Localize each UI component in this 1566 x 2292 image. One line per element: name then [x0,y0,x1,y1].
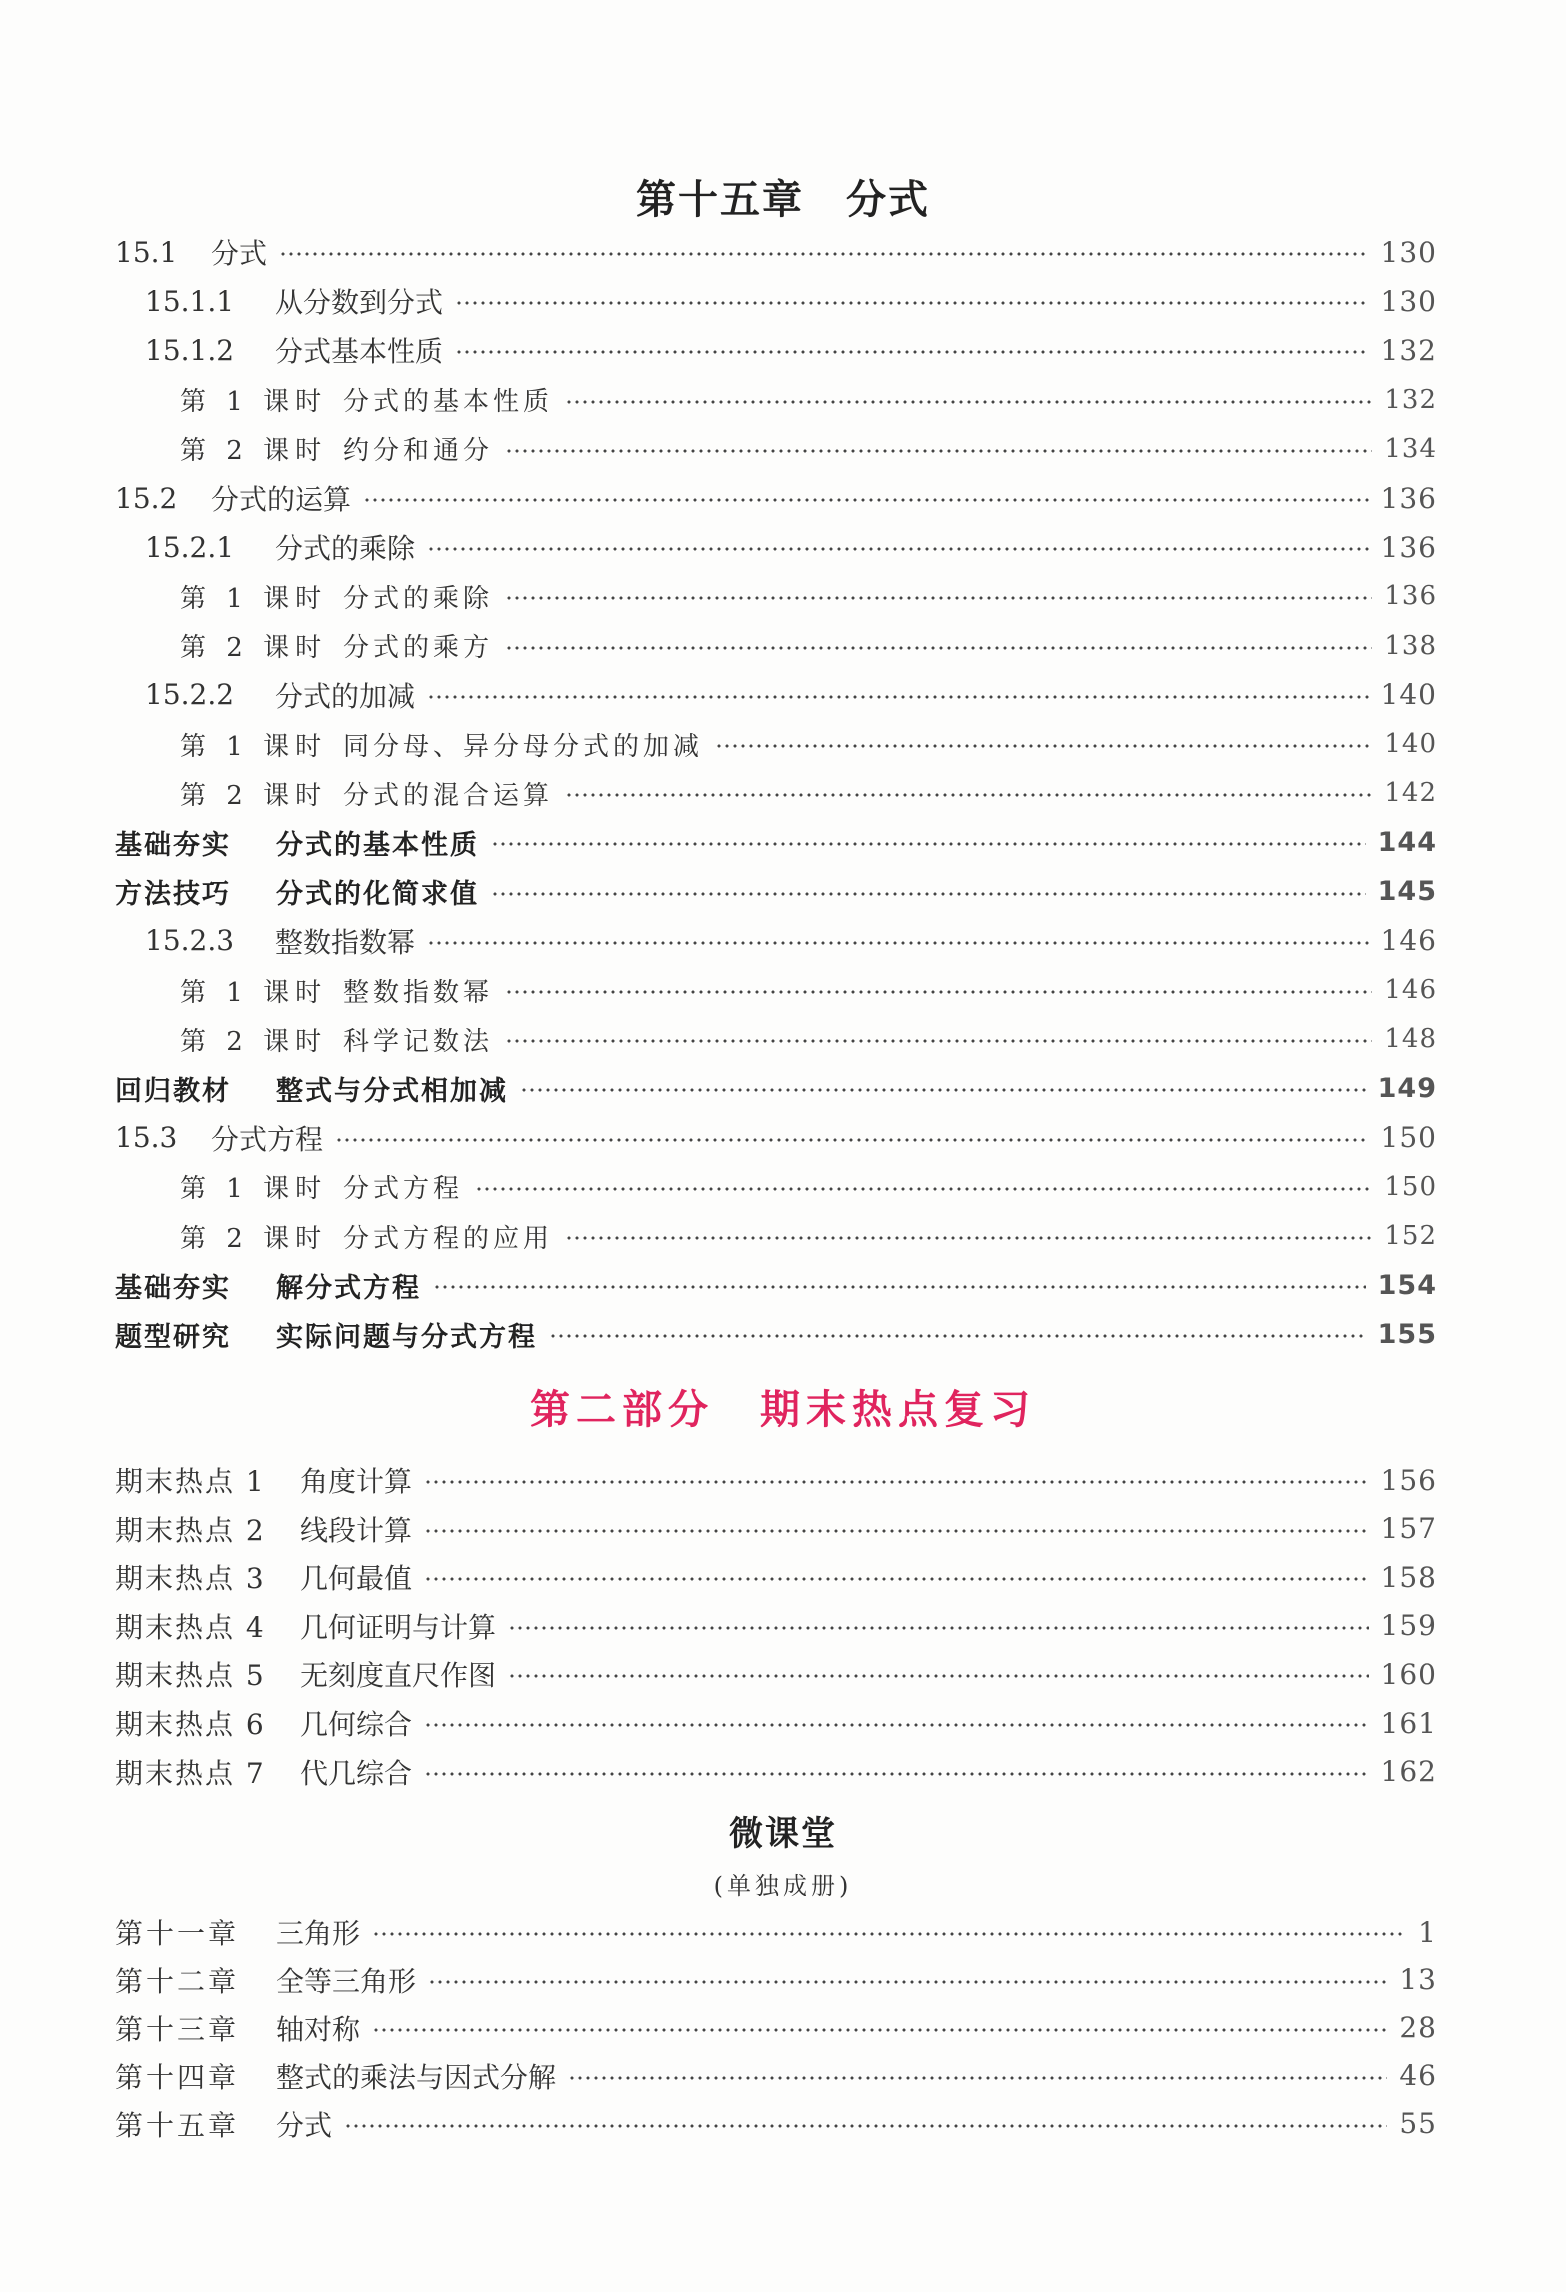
dot-leader [427,695,1369,699]
dot-leader [505,990,1372,994]
toc-entry-page: 152 [1384,1221,1437,1251]
toc-entry-number: 期末热点 4 [115,1610,266,1644]
toc-entry-page: 1 [1418,1915,1437,1949]
part-title: 第二部分 期末热点复习 [530,1387,1036,1433]
toc-entry[interactable] [180,1015,1437,1063]
toc-entry-page: 146 [1380,924,1437,958]
toc-entry[interactable] [180,1163,1437,1211]
toc-entry-page: 140 [1380,678,1437,712]
toc-entry-title: 分式的运算 [211,483,352,516]
toc-entry-page: 46 [1399,2059,1437,2093]
toc-entry-page: 148 [1384,1024,1437,1055]
toc-entry-number: 15.3 [115,1121,178,1155]
toc-entry-title: 轴对称 [276,2012,361,2046]
toc-entry-title: 整数指数幂 [275,925,416,959]
dot-leader [508,1674,1369,1678]
toc-entry-number: 第 2 课时 [180,633,328,664]
toc-entry-page: 132 [1380,333,1437,367]
toc-entry-page: 162 [1380,1755,1437,1789]
toc-entry[interactable] [145,671,1437,719]
toc-entry[interactable] [115,1650,1437,1698]
toc-entry-page: 158 [1380,1560,1437,1594]
toc-entry[interactable] [145,277,1437,325]
dot-leader [428,1980,1387,1984]
dot-leader [475,1187,1372,1191]
dot-leader [427,547,1369,551]
toc-entry-page: 144 [1377,826,1437,858]
toc-entry-number: 第十一章 [115,1917,240,1950]
toc-entry-number: 第十四章 [115,2060,240,2094]
toc-entry-title: 同分母、异分母分式的加减 [343,731,704,762]
toc-entry-title: 分式 [276,2108,333,2142]
toc-entry[interactable] [180,966,1437,1014]
toc-entry-number: 15.1.1 [145,284,235,318]
toc-entry-title: 分式的混合运算 [343,780,554,811]
toc-entry[interactable] [115,1505,1437,1553]
toc-entry-number: 方法技巧 [115,879,231,911]
dot-leader [508,1626,1369,1630]
toc-entry-title: 实际问题与分式方程 [276,1321,537,1353]
toc-entry-title: 分式的加减 [275,679,416,713]
toc-entry[interactable] [180,376,1437,424]
toc-entry-title: 分式方程 [343,1174,464,1205]
dot-leader [455,350,1369,354]
toc-entry[interactable] [115,1553,1437,1601]
toc-entry-number: 15.1 [115,235,178,269]
toc-entry-page: 149 [1377,1072,1437,1104]
toc-entry-title: 分式的乘除 [275,532,416,566]
toc-entry[interactable] [115,1748,1437,1796]
toc-entry[interactable] [115,1602,1437,1650]
toc-entry-number: 第十二章 [115,1964,240,1998]
dot-leader [372,2028,1387,2032]
toc-entry-number: 第 2 课时 [180,1223,328,1254]
toc-entry-title: 几何综合 [300,1708,413,1741]
toc-entry-page: 130 [1380,284,1437,318]
dot-leader [505,646,1372,650]
toc-entry-number: 15.2.2 [145,678,235,712]
toc-entry[interactable] [115,1261,1437,1309]
dot-leader [427,941,1369,945]
dot-leader [424,1723,1369,1727]
toc-entry-title: 分式方程 [211,1122,324,1156]
toc-entry-page: 155 [1377,1318,1437,1350]
toc-entry-number: 15.1.2 [145,333,235,367]
toc-entry-page: 55 [1399,2107,1437,2141]
toc-entry[interactable] [180,769,1437,817]
toc-entry-number: 第 1 课时 [180,583,328,614]
toc-entry-number: 第 1 课时 [180,1174,328,1205]
toc-entry[interactable] [115,2100,1437,2148]
toc-entry-page: 150 [1380,1121,1437,1155]
toc-entry-title: 科学记数法 [343,1026,494,1057]
toc-entry-title: 分式的基本性质 [343,387,554,418]
dot-leader [715,744,1372,748]
dot-leader [505,596,1372,600]
dot-leader [491,892,1366,896]
toc-entry[interactable] [145,917,1437,965]
toc-entry[interactable] [145,523,1437,571]
toc-entry-page: 132 [1384,384,1437,415]
dot-leader [424,1577,1369,1581]
toc-entry-page: 160 [1380,1657,1437,1691]
toc-entry[interactable] [115,474,1437,522]
toc-entry-title: 解分式方程 [276,1272,421,1304]
toc-entry-page: 136 [1380,530,1437,564]
toc-entry-number: 期末热点 7 [115,1756,266,1790]
dot-leader [335,1138,1369,1142]
toc-entry[interactable] [115,1114,1437,1162]
toc-entry[interactable] [115,2004,1437,2052]
dot-leader [424,1529,1369,1533]
toc-entry[interactable] [115,868,1437,916]
toc-entry-number: 期末热点 5 [115,1659,266,1693]
toc-entry[interactable] [145,326,1437,374]
toc-entry[interactable] [180,720,1437,768]
toc-entry-page: 157 [1380,1512,1437,1546]
toc-entry-title: 分式基本性质 [275,335,444,369]
chapter-title: 第十五章 分式 [636,177,930,223]
toc-entry[interactable] [115,1956,1437,2004]
toc-entry[interactable] [115,818,1437,866]
dot-leader [565,793,1372,797]
toc-entry-number: 期末热点 3 [115,1562,266,1596]
toc-entry-number: 基础夯实 [115,1272,231,1304]
toc-entry-page: 136 [1384,581,1437,612]
toc-entry[interactable] [115,1310,1437,1358]
dot-leader [505,1039,1372,1043]
toc-entry-title: 整式与分式相加减 [276,1075,508,1107]
dot-leader [363,498,1369,502]
toc-entry[interactable] [115,1908,1437,1956]
toc-entry-number: 第十五章 [115,2108,240,2142]
toc-entry-number: 第 2 课时 [180,1026,328,1057]
toc-entry-page: 146 [1384,975,1437,1005]
dot-leader [565,1236,1372,1240]
toc-entry-page: 13 [1399,1963,1437,1997]
toc-entry[interactable] [115,1456,1437,1504]
toc-entry-number: 题型研究 [115,1321,231,1353]
toc-entry[interactable] [115,1064,1437,1112]
toc-entry[interactable] [115,228,1437,276]
toc-entry-page: 154 [1377,1269,1437,1301]
toc-entry-page: 156 [1380,1463,1437,1497]
toc-entry-number: 15.2.3 [145,924,235,958]
toc-entry-page: 150 [1384,1171,1437,1202]
weike-title: 微课堂 [729,1814,837,1854]
toc-entry[interactable] [115,1699,1437,1747]
toc-entry-number: 第 1 课时 [180,731,328,762]
toc-entry-page: 161 [1380,1706,1437,1740]
toc-entry[interactable] [180,425,1437,473]
dot-leader [565,400,1372,404]
toc-entry-page: 140 [1384,729,1437,759]
toc-entry-number: 基础夯实 [115,829,231,861]
toc-entry-page: 145 [1377,876,1437,908]
toc-entry-page: 159 [1380,1609,1437,1643]
toc-entry-title: 约分和通分 [343,436,494,467]
toc-entry-number: 第 2 课时 [180,780,328,811]
toc-entry-number: 第 1 课时 [180,387,328,418]
toc-entry-page: 138 [1384,630,1437,661]
toc-entry-number: 第十三章 [115,2012,240,2046]
toc-entry-title: 分式的化简求值 [276,879,479,911]
dot-leader [455,301,1369,305]
toc-entry[interactable] [180,572,1437,620]
toc-entry-number: 回归教材 [115,1075,231,1107]
toc-entry-title: 分式的基本性质 [276,829,479,861]
toc-entry[interactable] [180,622,1437,670]
toc-entry-title: 分式方程的应用 [343,1223,554,1254]
toc-entry-title: 无刻度直尺作图 [300,1659,497,1693]
dot-leader [424,1772,1369,1776]
toc-entry-title: 几何证明与计算 [300,1610,497,1644]
toc-entry-page: 28 [1399,2011,1437,2045]
toc-entry-title: 代几综合 [300,1756,413,1790]
toc-entry[interactable] [180,1212,1437,1260]
toc-entry-number: 第 2 课时 [180,436,328,467]
toc-entry-page: 130 [1380,235,1437,269]
toc-entry-title: 角度计算 [300,1465,413,1498]
toc-entry-number: 期末热点 1 [115,1465,266,1498]
toc-entry[interactable] [115,2052,1437,2100]
dot-leader [549,1334,1366,1338]
toc-entry-title: 从分数到分式 [275,286,444,320]
toc-entry-number: 第 1 课时 [180,977,328,1008]
toc-entry-title: 整数指数幂 [343,977,494,1008]
toc-entry-number: 15.2.1 [145,530,235,564]
toc-entry-title: 整式的乘法与因式分解 [276,2060,557,2094]
toc-entry-number: 15.2 [115,481,178,515]
toc-entry-page: 134 [1384,433,1437,464]
toc-entry-page: 142 [1384,778,1437,809]
toc-entry-title: 分式的乘方 [343,633,494,664]
dot-leader [505,449,1372,453]
toc-entry-number: 期末热点 6 [115,1708,266,1741]
toc-entry-title: 分式 [211,237,268,270]
toc-entry-title: 线段计算 [300,1513,413,1547]
weike-subtitle: (单独成册) [713,1872,853,1900]
toc-entry-page: 136 [1380,481,1437,515]
dot-leader [520,1088,1366,1092]
dot-leader [568,2076,1387,2080]
dot-leader [344,2124,1387,2128]
dot-leader [279,252,1369,256]
toc-entry-title: 全等三角形 [276,1964,417,1998]
dot-leader [491,842,1366,846]
dot-leader [433,1285,1366,1289]
toc-entry-title: 三角形 [276,1917,361,1950]
toc-entry-title: 分式的乘除 [343,583,494,614]
toc-entry-title: 几何最值 [300,1562,413,1596]
dot-leader [424,1480,1369,1484]
toc-entry-number: 期末热点 2 [115,1513,266,1547]
dot-leader [372,1932,1406,1936]
